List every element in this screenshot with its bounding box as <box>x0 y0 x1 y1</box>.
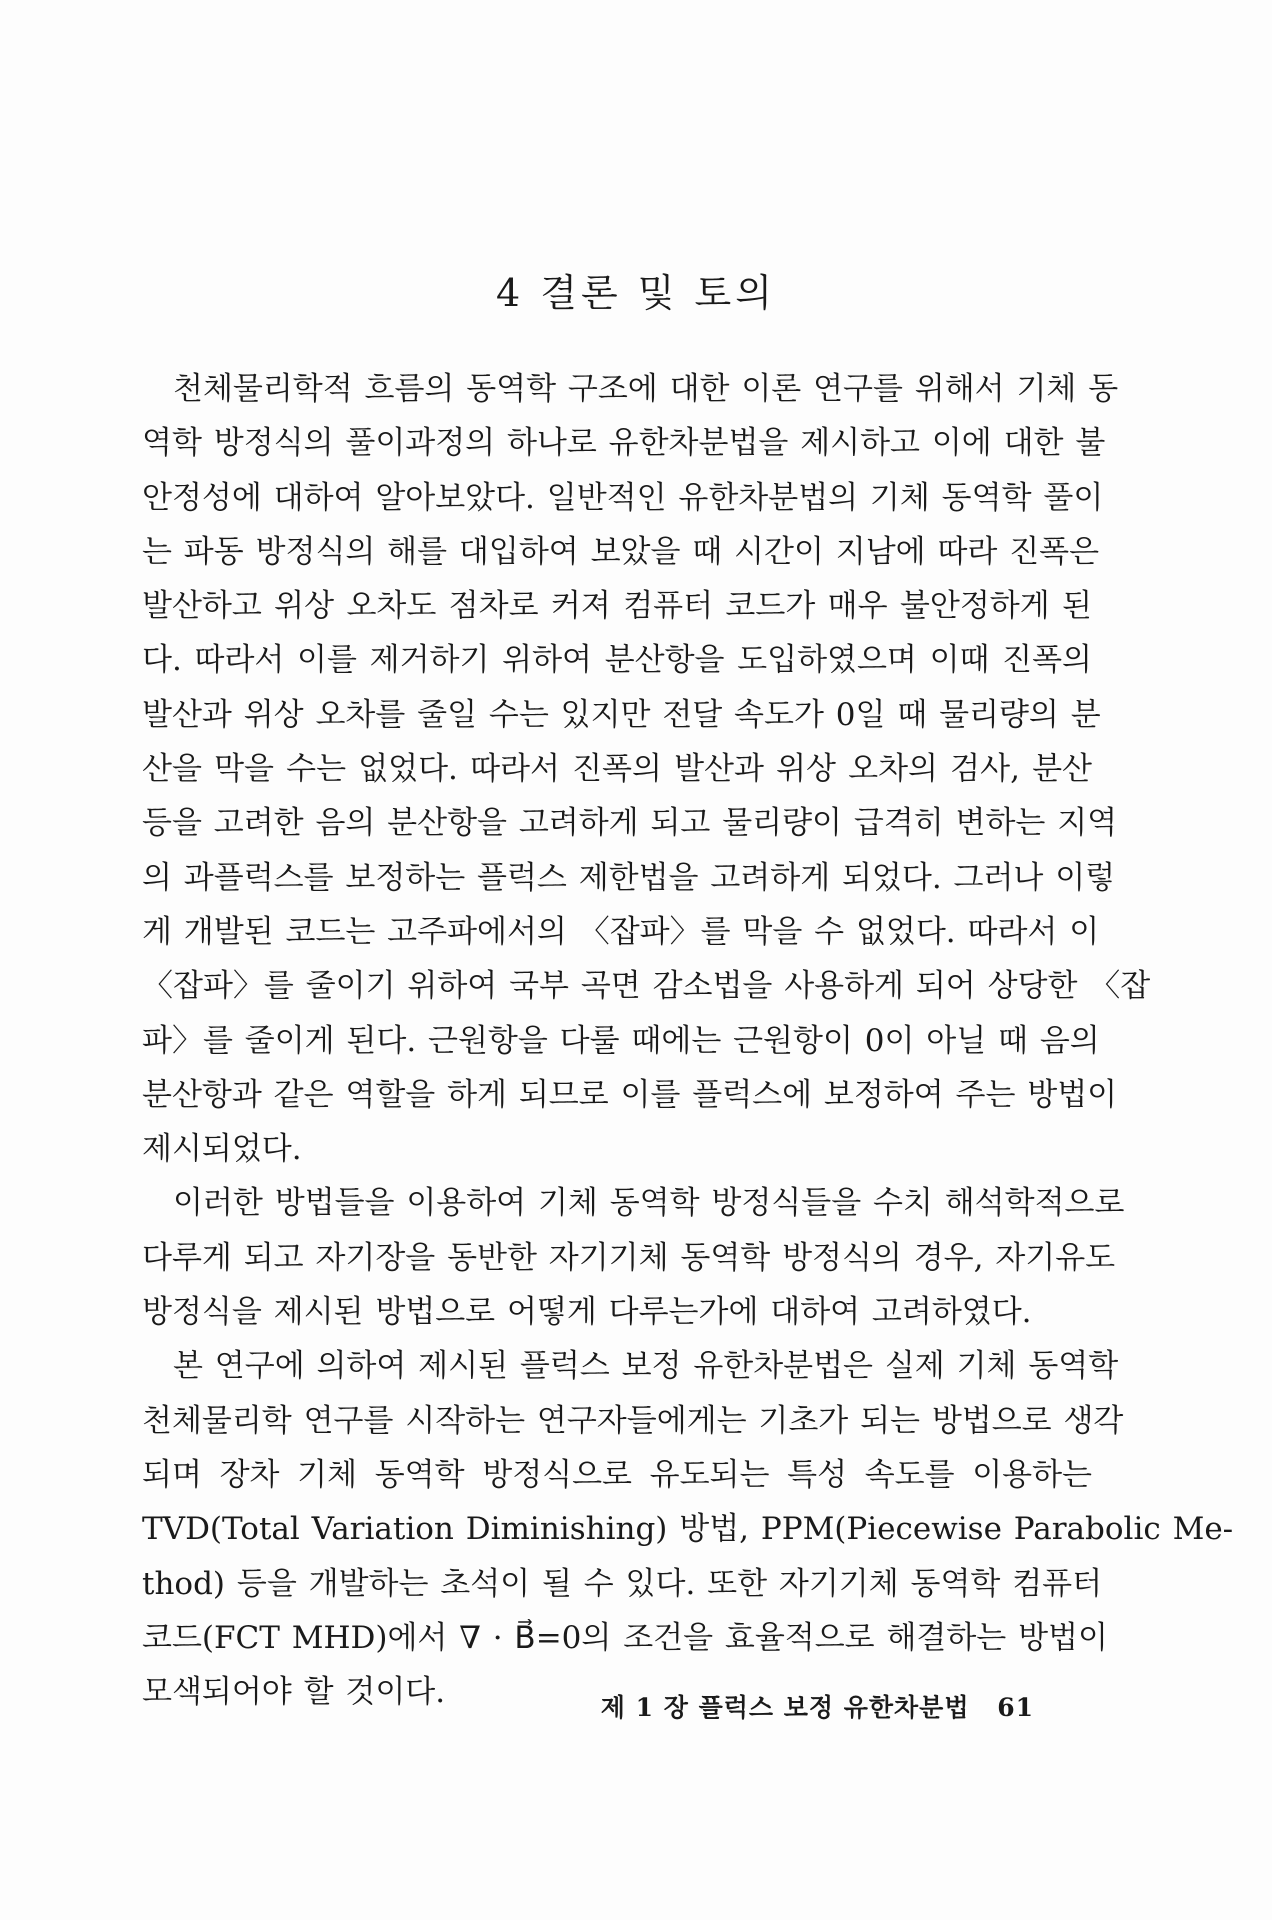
text-line: 의 과플럭스를 보정하는 플럭스 제한법을 고려하게 되었다. 그러나 이렇 <box>142 859 1116 896</box>
text-line: TVD(Total Variation Diminishing) 방법, PPM(Piecewise Parabolic Me- <box>142 1511 1234 1548</box>
text-line: 이러한 방법들을 이용하여 기체 동역학 방정식들을 수치 해석학적으로 <box>142 1185 1125 1222</box>
text-line: 천체물리학적 흐름의 동역학 구조에 대한 이론 연구를 위해서 기체 동 <box>142 371 1119 407</box>
page-number: 61 <box>997 1693 1034 1722</box>
text-line: 모색되어야 할 것이다. <box>142 1674 446 1711</box>
text-line: 안정성에 대하여 알아보았다. 일반적인 유한차분법의 기체 동역학 풀이 <box>142 479 1104 516</box>
body-text <box>142 362 1234 1719</box>
text-line: 게 개발된 코드는 고주파에서의 〈잡파〉를 막을 수 없었다. 따라서 이 <box>142 913 1100 950</box>
text-line: thod) 등을 개발하는 초석이 될 수 있다. 또한 자기기체 동역학 컴퓨터 <box>142 1565 1103 1602</box>
section-title: 4 결론 및 토의 <box>496 271 776 315</box>
text-line: 되며 장차 기체 동역학 방정식으로 유도되는 특성 속도를 이용하는 <box>142 1456 1092 1493</box>
text-line: 방정식을 제시된 방법으로 어떻게 다루는가에 대하여 고려하였다. <box>142 1294 1032 1331</box>
text-line: 제시되었다. <box>142 1131 302 1168</box>
text-line: 다루게 되고 자기장을 동반한 자기기체 동역학 방정식의 경우, 자기유도 <box>142 1239 1116 1276</box>
paragraph-3 <box>142 1339 1234 1719</box>
chapter-title: 제 1 장 플럭스 보정 유한차분법 <box>600 1693 970 1722</box>
text-line: 〈잡파〉를 줄이기 위하여 국부 곡면 감소법을 사용하게 되어 상당한 〈잡 <box>142 968 1151 1005</box>
text-line: 역학 방정식의 풀이과정의 하나로 유한차분법을 제시하고 이에 대한 불 <box>142 425 1106 462</box>
text-line: 발산하고 위상 오차도 점차로 커져 컴퓨터 코드가 매우 불안정하게 된 <box>142 588 1092 625</box>
text-line: 분산항과 같은 역할을 하게 되므로 이를 플럭스에 보정하여 주는 방법이 <box>142 1076 1118 1113</box>
text-line: 코드(FCT MHD)에서 ∇ · B⃗=0의 조건을 효율적으로 해결하는 방법이 <box>142 1619 1108 1656</box>
text-line: 산을 막을 수는 없었다. 따라서 진폭의 발산과 위상 오차의 검사, 분산 <box>142 751 1092 788</box>
text-line: 발산과 위상 오차를 줄일 수는 있지만 전달 속도가 0일 때 물리량의 분 <box>142 696 1101 733</box>
text-line: 다. 따라서 이를 제거하기 위하여 분산항을 도입하였으며 이때 진폭의 <box>142 642 1092 679</box>
text-line: 등을 고려한 음의 분산항을 고려하게 되고 물리량이 급격히 변하는 지역 <box>142 805 1118 842</box>
text-line: 파〉를 줄이게 된다. 근원항을 다룰 때에는 근원항이 0이 아닐 때 음의 <box>142 1022 1100 1059</box>
text-line: 는 파동 방정식의 해를 대입하여 보았을 때 시간이 지남에 따라 진폭은 <box>142 533 1100 570</box>
text-line: 본 연구에 의하여 제시된 플럭스 보정 유한차분법은 실제 기체 동역학 <box>142 1348 1119 1385</box>
page-footer <box>601 1688 1034 1724</box>
text-line: 천체물리학 연구를 시작하는 연구자들에게는 기초가 되는 방법으로 생각 <box>142 1402 1124 1439</box>
paragraph-2 <box>142 1176 1125 1339</box>
paragraph-1 <box>142 362 1151 1176</box>
